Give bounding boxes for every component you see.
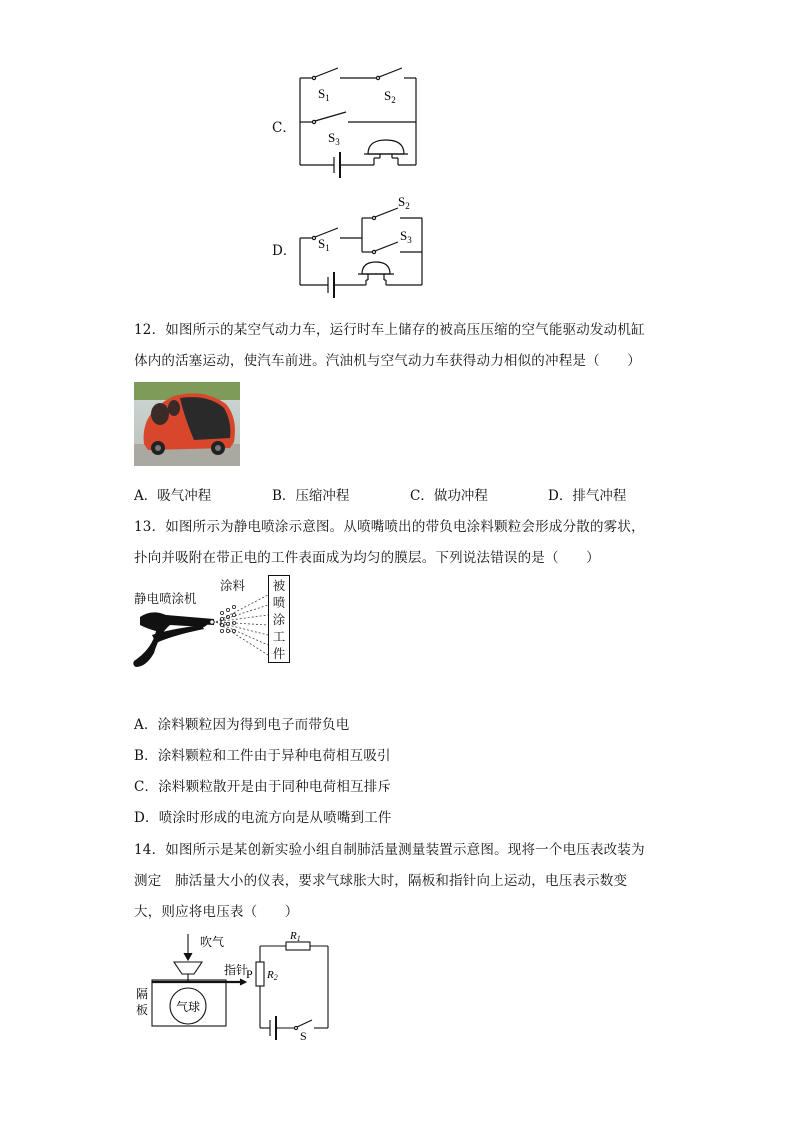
q14-stem-line2: 测定 肺活量大小的仪表，要求气球胀大时，隔板和指针向上运动，电压表示数变 bbox=[134, 873, 628, 889]
q13-choice-c[interactable]: C．涂料颗粒散开是由于同种电荷相互排斥 bbox=[134, 779, 392, 795]
workpiece-char-4: 工 bbox=[272, 629, 286, 644]
label-pointer: 指针 bbox=[224, 963, 249, 977]
label-r2: R2 bbox=[267, 969, 278, 982]
q12-choice-c[interactable]: C．做功冲程 bbox=[410, 488, 488, 504]
q13-choice-b[interactable]: B．涂料颗粒和工件由于异种电荷相互吸引 bbox=[134, 748, 391, 764]
q12-choice-a[interactable]: A．吸气冲程 bbox=[134, 488, 212, 504]
label-partition-1: 隔 bbox=[136, 987, 149, 1001]
workpiece-char-1: 被 bbox=[272, 578, 286, 593]
q12-choice-b[interactable]: B．压缩冲程 bbox=[272, 488, 350, 504]
lung-capacity-diagram bbox=[134, 930, 344, 1042]
label-balloon: 气球 bbox=[176, 1000, 201, 1014]
label-r1: R1 bbox=[290, 930, 301, 943]
workpiece-char-3: 涂 bbox=[272, 612, 286, 627]
workpiece-char-2: 喷 bbox=[272, 595, 286, 610]
label-partition-2: 板 bbox=[136, 1003, 149, 1017]
circuit-c-diagram bbox=[290, 60, 430, 185]
label-d-s1: $S_1$ bbox=[318, 236, 330, 253]
q14-stem-line3: 大，则应将电压表（ ） bbox=[134, 904, 299, 920]
q12-stem-line2: 体内的活塞运动，使汽车前进。汽油机与空气动力车获得动力相似的冲程是（ ） bbox=[134, 353, 641, 369]
label-s3: $S_3$ bbox=[328, 130, 340, 147]
option-c-label: C． bbox=[272, 120, 296, 136]
q13-choice-a[interactable]: A．涂料颗粒因为得到电子而带负电 bbox=[134, 717, 350, 733]
label-s1: $S_1$ bbox=[318, 86, 330, 103]
workpiece-char-5: 件 bbox=[272, 646, 286, 661]
spray-gun-diagram bbox=[130, 595, 270, 675]
label-switch-s: S bbox=[300, 1029, 307, 1042]
q13-choice-d[interactable]: D．喷涂时形成的电流方向是从喷嘴到工件 bbox=[134, 810, 392, 826]
q12-stem-line1: 12．如图所示的某空气动力车，运行时车上储存的被高压压缩的空气能驱动发动机缸 bbox=[134, 322, 645, 338]
q14-stem-line1: 14．如图所示是某创新实验小组自制肺活量测量装置示意图。现将一个电压表改装为 bbox=[134, 842, 645, 858]
q13-stem-line1: 13．如图所示为静电喷涂示意图。从喷嘴喷出的带负电涂料颗粒会形成分散的雾状， bbox=[134, 519, 645, 535]
label-paint: 涂料 bbox=[220, 578, 246, 593]
label-blow: 吹气 bbox=[200, 935, 225, 949]
label-spray-machine: 静电喷涂机 bbox=[134, 591, 197, 606]
label-p: P bbox=[246, 967, 253, 981]
label-d-s2: $S_2$ bbox=[398, 194, 410, 211]
label-s2: $S_2$ bbox=[384, 88, 396, 105]
label-d-s3: $S_3$ bbox=[400, 228, 412, 245]
workpiece-box bbox=[268, 575, 290, 663]
q12-choice-d[interactable]: D．排气冲程 bbox=[548, 488, 627, 504]
q13-stem-line2: 扑向并吸附在带正电的工件表面成为均匀的膜层。下列说法错误的是（ ） bbox=[134, 550, 600, 566]
circuit-d-diagram bbox=[290, 190, 430, 300]
option-d-label: D． bbox=[272, 243, 297, 259]
air-car-photo bbox=[134, 382, 240, 466]
